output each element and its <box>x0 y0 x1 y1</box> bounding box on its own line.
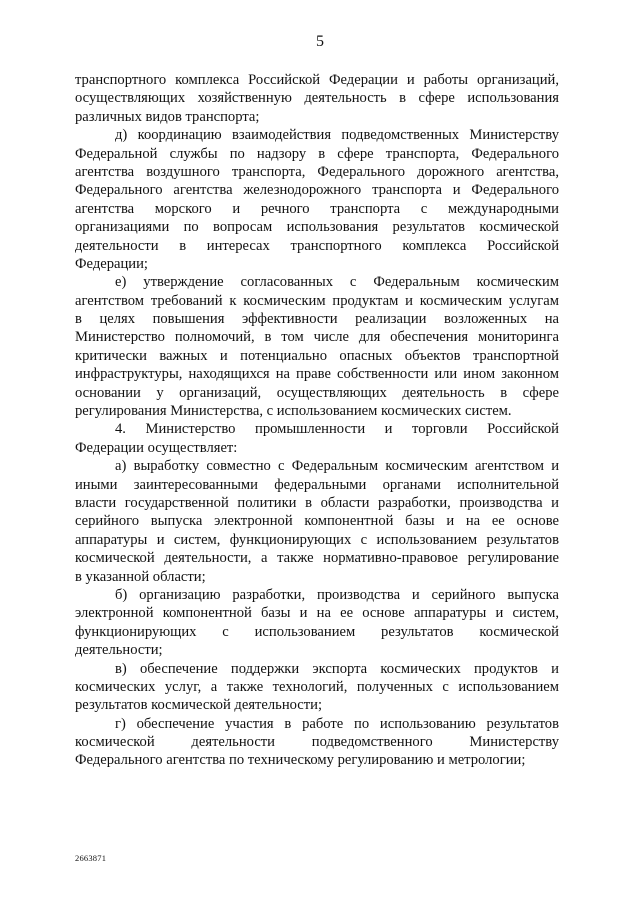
text-line: власти государственной политики в области разработки, производства и <box>75 494 559 511</box>
text-line: критически важных и потенциально опасных объектов транспортной <box>75 347 559 364</box>
text-line: организациями по вопросам использования результатов космической <box>75 219 559 236</box>
text-line: е) утверждение согласованных с Федеральным космическим <box>115 274 559 291</box>
text-line: в) обеспечение поддержки экспорта космических продуктов и <box>115 660 559 677</box>
text-line: г) обеспечение участия в работе по использованию результатов <box>115 715 559 732</box>
text-line: космической деятельности подведомственного Министерству <box>75 734 559 751</box>
text-line: результатов космической деятельности; <box>75 697 323 714</box>
text-line: Министерство полномочий, в том числе для обеспечения мониторинга <box>75 329 559 346</box>
text-line: в целях повышения эффективности реализации возложенных на <box>75 311 559 328</box>
text-line: агентства морского и речного транспорта с международными <box>75 200 559 217</box>
text-line: основании у организаций, осуществляющих деятельность в сфере <box>75 384 559 401</box>
text-line: а) выработку совместно с Федеральным космическим агентством и <box>115 458 559 475</box>
document-body <box>75 71 559 770</box>
document-code: 2663871 <box>75 853 107 863</box>
text-line: космических услуг, а также технологий, полученных с использованием <box>75 678 559 695</box>
text-line: б) организацию разработки, производства и серийного выпуска <box>115 586 559 603</box>
text-line: в указанной области; <box>75 568 206 585</box>
text-line: иными заинтересованными федеральными органами исполнительной <box>75 476 559 493</box>
text-line: деятельности в интересах транспортного комплекса Российской <box>75 237 559 254</box>
text-line: Федерального агентства по техническому регулированию и метрологии; <box>75 752 526 769</box>
text-line: аппаратуры и систем, функционирующих с использованием результатов <box>75 531 559 548</box>
page-number: 5 <box>316 33 324 50</box>
text-line: агентства воздушного транспорта, Федерального дорожного агентства, <box>75 163 559 180</box>
text-line: космической деятельности, а также нормативно-правовое регулирование <box>75 550 559 567</box>
text-line: Федерации; <box>75 255 148 272</box>
text-line: функционирующих с использованием результатов космической <box>75 623 559 640</box>
text-line: регулирования Министерства, с использованием космических систем. <box>75 403 512 420</box>
text-line: осуществляющих хозяйственную деятельность в сфере использования <box>75 90 559 107</box>
text-line: агентством требований к космическим продуктам и космическим услугам <box>75 292 559 309</box>
text-line: д) координацию взаимодействия подведомственных Министерству <box>115 127 559 144</box>
text-line: электронной компонентной базы и на ее основе аппаратуры и систем, <box>75 605 559 622</box>
text-line: Федерации осуществляет: <box>75 439 238 456</box>
text-line: различных видов транспорта; <box>75 108 260 125</box>
text-line: серийного выпуска электронной компонентной базы и на ее основе <box>75 513 559 530</box>
text-line: Федеральной службы по надзору в сфере транспорта, Федерального <box>75 145 559 162</box>
text-line: Федерального агентства железнодорожного транспорта и Федерального <box>75 182 559 199</box>
text-line: деятельности; <box>75 642 163 659</box>
text-line: инфраструктуры, находящихся на праве собственности или ином законном <box>75 366 559 383</box>
text-line: 4. Министерство промышленности и торговли Российской <box>115 421 559 438</box>
text-line: транспортного комплекса Российской Федерации и работы организаций, <box>75 72 559 88</box>
